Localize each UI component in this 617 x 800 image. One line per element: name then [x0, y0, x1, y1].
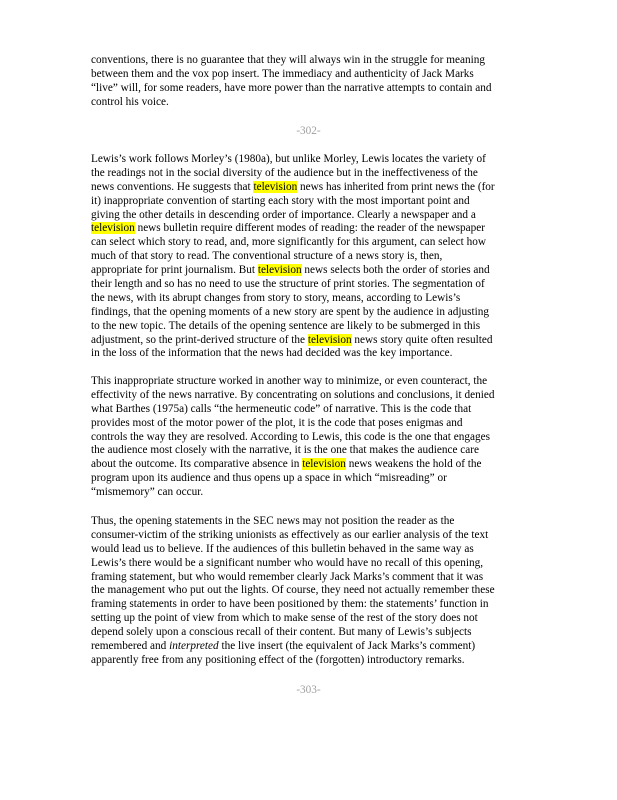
text-span: controls the way they are resolved. According to Lewis, this code is the one that engages — [91, 430, 490, 443]
page-number: -302- — [296, 125, 321, 137]
text-span: framing statements in order to have been positioned by them: the statements’ function in — [91, 598, 489, 611]
text-span: program upon its audience and thus opens up a space in which “misreading” or — [91, 472, 447, 485]
text-span: would lead us to believe. If the audiences of this bulletin behaved in the same way as — [91, 542, 474, 555]
text-line — [91, 222, 531, 236]
text-span: provides most of the motor power of the plot, it is the code that poses enigmas and — [91, 416, 463, 429]
text-span: the audience most closely with the narrative, it is the one that makes the audience care — [91, 444, 479, 457]
text-span: what Barthes (1975a) calls “the hermeneutic code” of narrative. This is the code that — [91, 402, 472, 415]
page-number: -303- — [296, 684, 321, 696]
text-line — [91, 529, 531, 543]
text-line — [91, 320, 531, 334]
text-line — [91, 306, 531, 320]
text-span: news has inherited from print news the (for — [297, 180, 495, 193]
text-line — [91, 598, 531, 612]
text-line — [91, 543, 531, 557]
text-line — [91, 250, 531, 264]
paragraph — [91, 54, 531, 110]
text-span: the news, with its abrupt changes from story to story, means, according to Lewis’s — [91, 291, 461, 304]
text-line — [91, 458, 531, 472]
text-span: the live insert (the equivalent of Jack Marks’s comment) — [218, 640, 476, 653]
text-line — [91, 292, 531, 306]
text-span: much of that story to read. The conventional structure of a news story is, then, — [91, 250, 443, 263]
italic-text: interpreted — [169, 640, 219, 653]
text-line — [91, 96, 531, 110]
highlighted-term: television — [307, 333, 352, 346]
text-line — [91, 640, 531, 654]
text-span: their length and so has no need to use the structure of print stories. The segmentation of — [91, 278, 485, 291]
text-span: between them and the vox pop insert. The immediacy and authenticity of Jack Marks — [91, 67, 474, 80]
text-span: remembered and — [91, 640, 170, 653]
text-line — [91, 417, 531, 431]
text-line — [91, 515, 531, 529]
text-line — [91, 82, 531, 96]
text-span: the management who put out the lights. Of course, they need not actually remember these — [91, 584, 495, 597]
text-span: This inappropriate structure worked in another way to minimize, or even counteract, the — [91, 375, 488, 387]
text-span: consumer-victim of the striking unionists as effectively as our earlier analysis of the text — [91, 528, 489, 541]
text-span: can select which story to read, and, more significantly for this argument, can select how — [91, 236, 486, 249]
text-span: appropriate for print journalism. But — [91, 264, 258, 277]
paragraph — [91, 375, 531, 500]
text-span: Lewis’s there would be a significant number who would have no recall of this opening, — [91, 556, 484, 569]
text-span: news weakens the hold of the — [345, 458, 482, 471]
text-span: findings, that the opening moments of a new story are spent by the audience in adjusting — [91, 305, 490, 318]
text-line — [91, 153, 531, 167]
text-span: the readings not in the social diversity of the audience but in the ineffectiveness of the — [91, 166, 478, 179]
text-line — [91, 444, 531, 458]
text-line — [91, 403, 531, 417]
text-span: conventions, there is no guarantee that they will always win in the struggle for meaning — [91, 54, 485, 66]
text-span: in the loss of the information that the news had decided was the key importance. — [91, 347, 453, 360]
text-line — [91, 209, 531, 223]
text-line — [91, 389, 531, 403]
highlighted-term: television — [302, 458, 346, 471]
text-span: it) inappropriate convention of starting each story with the most important point and — [91, 194, 470, 207]
text-line — [91, 612, 531, 626]
text-span: control his voice. — [91, 95, 169, 108]
text-span: “mismemory” can occur. — [91, 486, 204, 499]
text-line — [91, 195, 531, 209]
text-span: news bulletin require different modes of reading: the reader of the newspaper — [134, 222, 486, 235]
text-span: giving the other details in descending order of importance. Clearly a newspaper and a — [91, 208, 476, 221]
text-span: news conventions. He suggests that — [91, 180, 254, 193]
paragraph — [91, 515, 531, 668]
text-line — [91, 181, 531, 195]
highlighted-term: television — [257, 264, 302, 277]
text-line — [91, 347, 531, 361]
text-line — [91, 54, 531, 68]
paragraph — [91, 153, 531, 361]
text-span: Thus, the opening statements in the SEC news may not position the reader as the — [91, 515, 455, 527]
highlighted-term: television — [253, 180, 298, 193]
text-span: about the outcome. Its comparative absence in — [91, 458, 303, 471]
text-line — [91, 654, 531, 668]
text-line — [91, 626, 531, 640]
text-line — [91, 486, 531, 500]
text-span: depend solely upon a conscious recall of their content. But many of Lewis’s subjects — [91, 626, 472, 639]
highlighted-term: television — [91, 222, 135, 235]
text-span: adjustment, so the print-derived structure of the — [91, 333, 308, 346]
text-span: to the new topic. The details of the opening sentence are likely to be submerged in this — [91, 319, 481, 332]
text-line — [91, 431, 531, 445]
text-span: news story quite often resulted — [351, 333, 493, 346]
text-span: setting up the point of view from which to make sense of the rest of the story does not — [91, 612, 478, 625]
text-line — [91, 236, 531, 250]
text-span: news selects both the order of stories and — [301, 264, 490, 277]
text-line — [91, 264, 531, 278]
text-line — [91, 557, 531, 571]
text-line — [91, 334, 531, 348]
text-span: Lewis’s work follows Morley’s (1980a), but unlike Morley, Lewis locates the variety of — [91, 153, 486, 165]
text-line — [91, 584, 531, 598]
text-span: apparently free from any positioning effect of the (forgotten) introductory remarks. — [91, 653, 465, 666]
text-span: “live” will, for some readers, have more power than the narrative attempts to contain and — [91, 81, 492, 94]
text-span: framing statement, but who would remember clearly Jack Marks’s comment that it was — [91, 570, 484, 583]
text-line — [91, 278, 531, 292]
text-line — [91, 472, 531, 486]
text-line — [91, 68, 531, 82]
text-span: effectivity of the news narrative. By concentrating on solutions and conclusions, it denied — [91, 388, 495, 401]
text-line — [91, 167, 531, 181]
text-line — [91, 375, 531, 389]
text-line — [91, 571, 531, 585]
